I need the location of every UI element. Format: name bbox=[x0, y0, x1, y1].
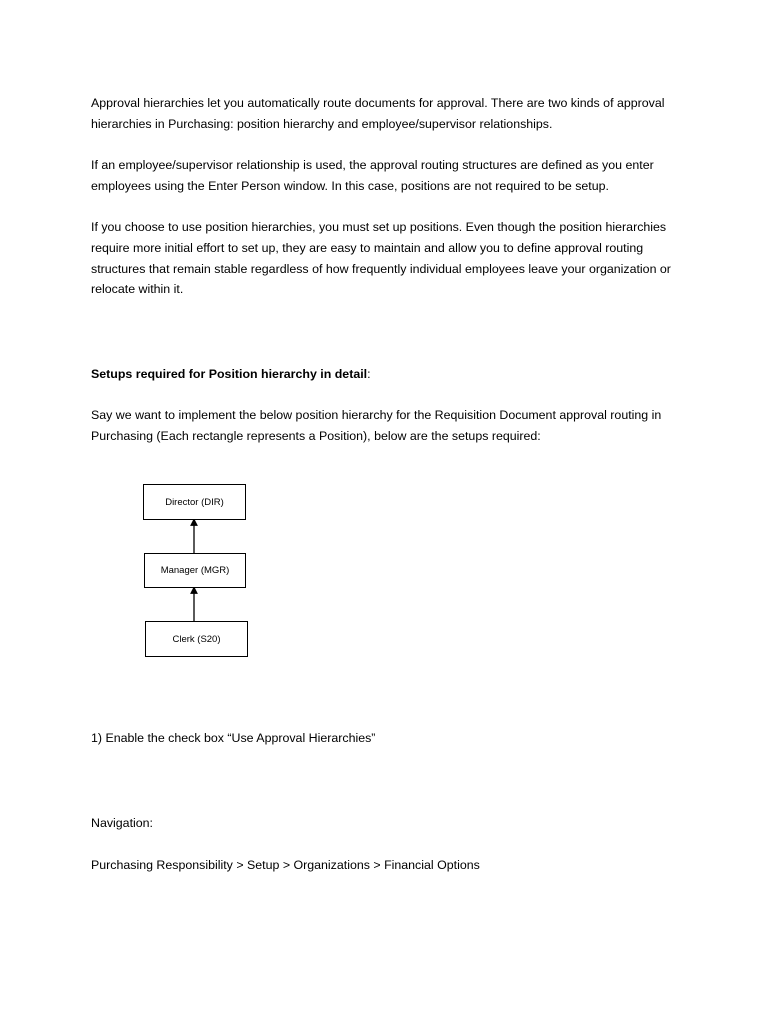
navigation-label: Navigation: bbox=[91, 816, 153, 830]
employee-supervisor-paragraph: If an employee/supervisor relationship is used, the approval routing structures are defined as you enter employees using the Enter Person window. In this case, positions are not required to be setup. bbox=[91, 158, 654, 193]
example-paragraph: Say we want to implement the below position hierarchy for the Requisition Document approval routing in Purchasing (Each rectangle represents a Position), below are the setups required: bbox=[91, 408, 662, 443]
node-clerk: Clerk (S20) bbox=[145, 621, 248, 657]
intro-paragraph: Approval hierarchies let you automatically route documents for approval. There are two kinds of approval hierarchies in Purchasing: position hierarchy and employee/supervisor relationships. bbox=[91, 96, 665, 131]
section-heading-suffix: : bbox=[367, 367, 371, 381]
position-hierarchy-diagram bbox=[140, 480, 260, 660]
node-manager: Manager (MGR) bbox=[144, 553, 246, 588]
step-1-text: 1) Enable the check box “Use Approval Hierarchies” bbox=[91, 731, 376, 745]
navigation-path: Purchasing Responsibility > Setup > Organizations > Financial Options bbox=[91, 858, 480, 872]
section-heading-text: Setups required for Position hierarchy in detail bbox=[91, 367, 368, 381]
position-hierarchies-paragraph: If you choose to use position hierarchies, you must set up positions. Even though the position hierarchies require more initial effort to set up, they are easy to maintain and allow you to define approval routing structures that remain stable regardless of how frequently individual employees leave your organization or relocate within it. bbox=[91, 220, 671, 297]
section-heading bbox=[91, 364, 371, 385]
node-director: Director (DIR) bbox=[143, 484, 246, 520]
